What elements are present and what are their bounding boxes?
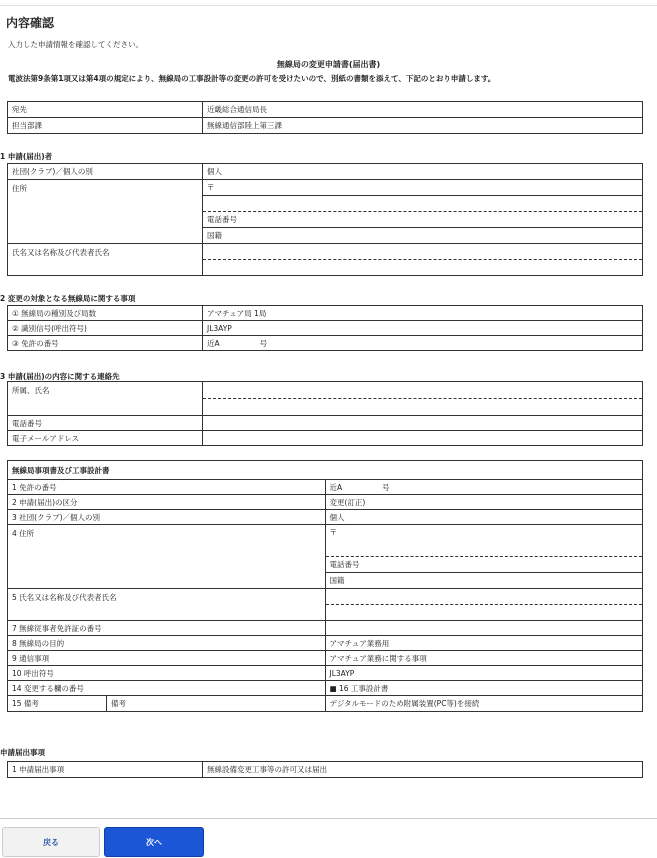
- top-border: [0, 0, 657, 6]
- contact-phone-value: [203, 416, 643, 431]
- back-button[interactable]: 戻る: [2, 827, 100, 857]
- s4-change-value: ■ 16 工事設計書: [325, 681, 643, 696]
- form-intro: 電波法第9条第1項又は第4項の規定により、無線局の工事設計等の変更の許可を受けたいので、別紙の書類を添えて、下記のとおり申請します。: [8, 74, 496, 83]
- contact-email-label: 電子メールアドレス: [8, 431, 203, 446]
- station-matters-heading: 無線局事項書及び工事設計書: [8, 461, 643, 480]
- s4-club-label: 3 社団(クラブ)／個人の別: [8, 510, 326, 525]
- applicant-name-line: [203, 244, 642, 260]
- applicant-phone-label: 電話番号: [203, 212, 642, 228]
- station-matters-table: [7, 460, 643, 712]
- department-value: 無線通信部陸上第三課: [203, 118, 643, 134]
- request-label: 1 申請届出事項: [8, 762, 203, 778]
- destination-label: 宛先: [8, 102, 203, 118]
- applicant-address-label: 住所: [8, 180, 203, 244]
- destination-value: 近畿総合通信局長: [203, 102, 643, 118]
- applicant-type-label: 社団(クラブ)／個人の別: [8, 164, 203, 180]
- station-kind-label: ① 無線局の種別及び局数: [8, 306, 203, 321]
- section5-heading: 申請届出事項: [0, 748, 45, 757]
- s4-phone-label: 電話番号: [326, 557, 643, 573]
- s4-name-line: [326, 589, 643, 605]
- applicant-nationality-label: 国籍: [207, 231, 222, 240]
- contact-phone-label: 電話番号: [8, 416, 203, 431]
- department-label: 担当部課: [8, 118, 203, 134]
- license-number-label: ③ 免許の番号: [8, 336, 203, 351]
- s4-remarks-value: デジタルモードのため附属装置(PC等)を接続: [325, 696, 643, 712]
- s4-callsign-value: JL3AYP: [325, 666, 643, 681]
- s4-purpose-label: 8 無線局の目的: [8, 636, 326, 651]
- s4-change-label: 14 変更する欄の番号: [8, 681, 326, 696]
- request-table: [7, 761, 643, 778]
- next-button[interactable]: 次へ: [104, 827, 204, 857]
- section1-heading: 1 申請(届出)者: [0, 152, 53, 161]
- applicant-postal: 〒: [203, 180, 642, 196]
- header-table: [7, 101, 643, 134]
- s4-comm-label: 9 通信事項: [8, 651, 326, 666]
- callsign-value: JL3AYP: [203, 321, 643, 336]
- callsign-label: ② 識別信号(呼出符号): [8, 321, 203, 336]
- page-subtitle: 入力した申請情報を確認してください。: [8, 40, 143, 49]
- s4-license-value: 近A 号: [325, 480, 643, 495]
- s4-operator-label: 7 無線従事者免許証の番号: [8, 621, 326, 636]
- request-value: 無線設備変更工事等の許可又は届出: [203, 762, 643, 778]
- s4-remarks-label-cell: [8, 696, 326, 712]
- s4-address-line: [326, 541, 643, 557]
- s4-postal: 〒: [329, 528, 337, 537]
- applicant-type-value: 個人: [203, 164, 643, 180]
- contact-email-value: [203, 431, 643, 446]
- applicant-address-line: [203, 196, 642, 212]
- section3-heading: 3 申請(届出)の内容に関する連絡先: [0, 372, 120, 381]
- section2-heading: 2 変更の対象となる無線局に関する事項: [0, 294, 136, 303]
- s4-type-label: 2 申請(届出)の区分: [8, 495, 326, 510]
- s4-nationality-label: 国籍: [329, 576, 345, 585]
- applicant-table: [7, 163, 643, 276]
- s4-comm-value: アマチュア業務に関する事項: [325, 651, 643, 666]
- contact-table: [7, 381, 643, 446]
- s4-remarks-label: 15 備考: [8, 696, 107, 711]
- contact-affiliation-label: 所属、氏名: [8, 382, 203, 416]
- applicant-name-label: 氏名又は名称及び代表者氏名: [8, 244, 203, 276]
- s4-name-label: 5 氏名又は名称及び代表者氏名: [8, 589, 326, 621]
- s4-operator-value: [325, 621, 643, 636]
- license-number-value: 近A 号: [203, 336, 643, 351]
- station-kind-value: アマチュア局 1局: [203, 306, 643, 321]
- s4-address-label: 4 住所: [8, 525, 326, 589]
- s4-purpose-value: アマチュア業務用: [325, 636, 643, 651]
- contact-affiliation-line: [203, 382, 642, 399]
- form-title: 無線局の変更申請書(届出書): [276, 60, 381, 69]
- page-title: 内容確認: [6, 16, 55, 30]
- station-table: [7, 305, 643, 351]
- s4-callsign-label: 10 呼出符号: [8, 666, 326, 681]
- s4-type-value: 変更(訂正): [325, 495, 643, 510]
- s4-club-value: 個人: [325, 510, 643, 525]
- s4-license-label: 1 免許の番号: [8, 480, 326, 495]
- s4-remarks-sub-label: 備考: [111, 699, 126, 708]
